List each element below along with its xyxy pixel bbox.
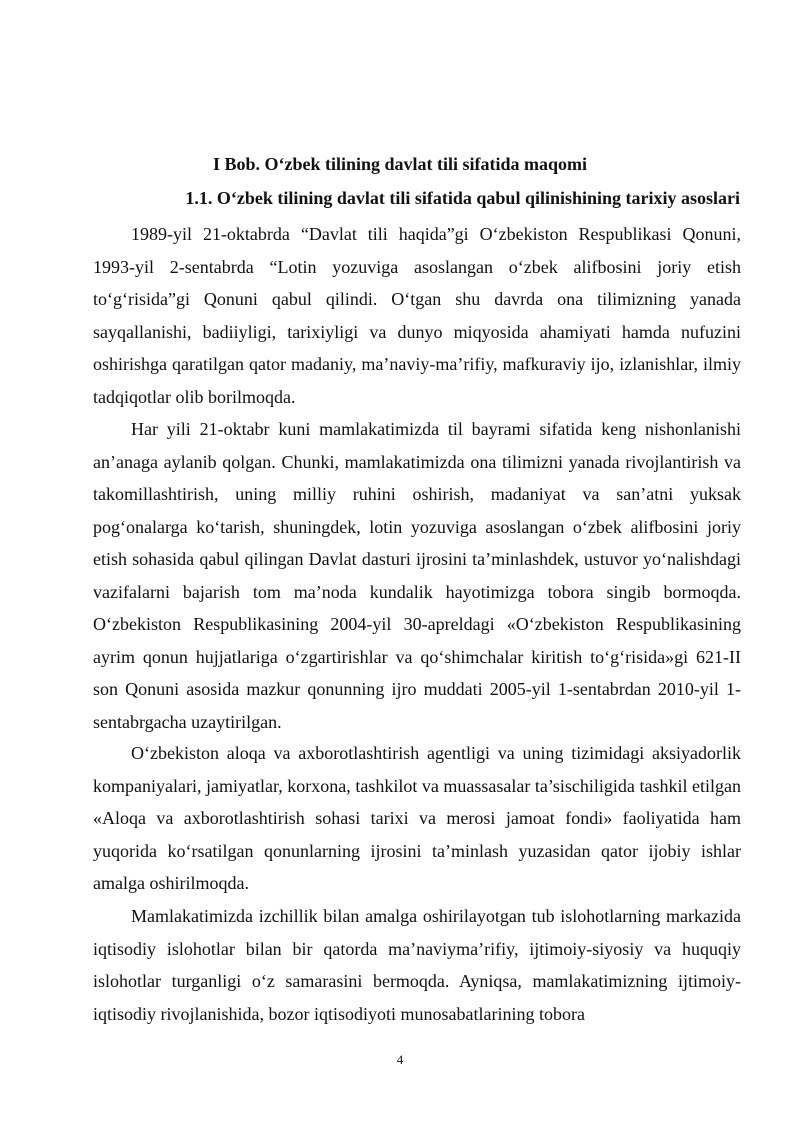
section-title: 1.1. O‘zbek tilining davlat tili sifatida qabul qilinishining tarixiy asoslari — [185, 188, 740, 208]
body-paragraph-4: Mamlakatimizda izchillik bilan amalga oshirilayotgan tub islohotlarning markazida iqtisodiy islohotlar bilan bir qatorda ma’naviyma’rifiy, ijtimoiy-siyosiy va huquqiy islohotlar turganligi o‘z samarasini bermoqda. Ayniqsa, mamlakatimizning ijtimoiy-iqtisodiy rivojlanishida, bozor iqtisodiyoti munosabatlarining tobora — [93, 906, 741, 1024]
body-paragraph-2: Har yili 21-oktabr kuni mamlakatimizda til bayrami sifatida keng nishonlanishi an’anaga aylanib qolgan. Chunki, mamlakatimizda ona tilimizni yanada rivojlantirish va takomillashtirish, uning milliy ruhini oshirish, madaniyat va san’atni yuksak pog‘onalarga ko‘tarish, shuningdek, lotin yozuviga asoslangan o‘zbek alifbosini joriy etish sohasida qabul qilingan Davlat dasturi ijrosini ta’minlashdek, ustuvor yo‘nalishdagi vazifalarni bajarish tom ma’noda kundalik hayotimizga tobora singib bormoqda. O‘zbekiston Respublikasining 2004-yil 30-apreldagi «O‘zbekiston Respublikasining ayrim qonun hujjatlariga o‘zgartirishlar va qo‘shimchalar kiritish to‘g‘risida»gi 621-II son Qonuni asosida mazkur qonunning ijro muddati 2005-yil 1-sentabrdan 2010-yil 1-sentabrgacha uzaytirilgan. — [93, 419, 741, 732]
body-paragraph-1: 1989-yil 21-oktabrda “Davlat tili haqida”gi O‘zbekiston Respublikasi Qonuni, 1993-yil 2-sentabrda “Lotin yozuviga asoslangan o‘zbek alifbosini joriy etish to‘g‘risida”gi Qonuni qabul qilindi. O‘tgan shu davrda ona tilimizning yanada sayqallanishi, badiiyligi, tarixiyligi va dunyo miqyosida ahamiyati hamda nufuzini oshirishga qaratilgan qator madaniy, ma’naviy-ma’rifiy, mafkuraviy ijo, izlanishlar, ilmiy tadqiqotlar olib borilmoqda. — [93, 224, 741, 407]
chapter-title: I Bob. O‘zbek tilining davlat tili sifatida maqomi — [212, 154, 588, 174]
page-number: 4 — [396, 1052, 404, 1067]
body-paragraph-3: O‘zbekiston aloqa va axborotlashtirish agentligi va uning tizimidagi aksiyadorlik kompaniyalari, jamiyatlar, korxona, tashkilot va muassasalar ta’sischiligida tashkil etilgan «Aloqa va axborotlashtirish sohasi tarixi va merosi jamoat fondi» faoliyatida ham yuqorida ko‘rsatilgan qonunlarning ijrosini ta’minlash yuzasidan qator ijobiy ishlar amalga oshirilmoqda. — [93, 743, 741, 893]
